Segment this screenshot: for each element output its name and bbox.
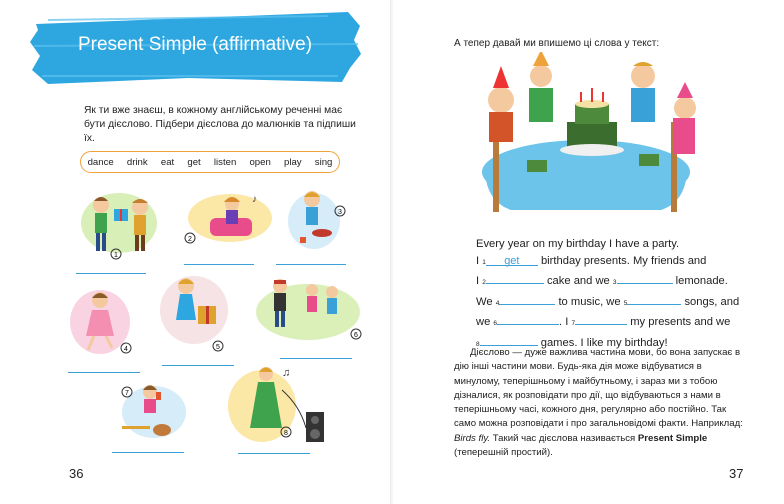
blank-7[interactable]: [575, 312, 627, 325]
text-line-4: We 4 to music, we 5 songs, and: [476, 292, 748, 313]
blank-6[interactable]: [497, 312, 559, 325]
word-sing: sing: [314, 156, 333, 168]
blank-4[interactable]: [499, 292, 555, 305]
blank-number-5: 5: [623, 299, 628, 307]
answer-line-6[interactable]: [280, 358, 352, 359]
svg-text:♫: ♫: [282, 367, 291, 379]
picture-dance: [66, 286, 138, 358]
answer-line-4[interactable]: [68, 372, 140, 373]
word-get: get: [187, 156, 201, 168]
text-line-2: I 1 get birthday presents. My friends and: [476, 254, 707, 267]
left-page: [0, 0, 391, 504]
picture-number-7: 7: [125, 390, 129, 397]
picture-listen-music: [182, 188, 274, 250]
word-open: open: [249, 156, 271, 168]
blank-number-8: 8: [476, 340, 480, 348]
picture-number-5: 5: [216, 344, 220, 351]
blank-number-1: 1: [482, 258, 486, 266]
right-page: [393, 0, 784, 504]
picture-open-present: [156, 270, 234, 358]
word-play: play: [283, 156, 302, 168]
word-bank: [80, 151, 340, 173]
instructions-text: Як ти вже знаєш, в кожному англійському реченні має бути дієслово. Підбери дієслова до малюнків та підпиши їх.: [84, 105, 356, 144]
picture-number-2: 2: [188, 236, 192, 243]
blank-3[interactable]: [617, 271, 673, 284]
text-line-5: we 6 . I 7 my presents and we: [476, 312, 748, 333]
picture-number-1: 1: [114, 252, 118, 259]
example-sentence: Birds fly.: [454, 432, 491, 444]
word-eat: eat: [160, 156, 175, 168]
answer-line-8[interactable]: [238, 453, 310, 454]
answer-line-1[interactable]: [76, 273, 146, 274]
blank-2[interactable]: [486, 271, 544, 284]
picture-get-present: [74, 183, 169, 263]
text-line-3: I 2 cake and we 3 lemonade.: [476, 271, 748, 292]
fill-in-text: [476, 236, 748, 353]
picture-number-4: 4: [124, 346, 128, 353]
blank-number-7: 7: [571, 320, 576, 327]
picture-eat: [284, 185, 352, 253]
grammar-explanation: Дієслово — дуже важлива частина мови, бо вона запускає в дію інші частини мови. Будь-яка дія може відбуватися в минулому, теперішньому і майбутньому, і зараз ми з тобою дізналися, як розповідати про дії, що відбуваються з нами в теперішньому часі, кожного дня, регулярно або постійно. Так само можна розповідати і про загальновідомі факти. Наприклад: Birds fly. Такий час дієслова називається Present Simple (теперешній простий).: [454, 347, 743, 459]
page-number-left: 36: [69, 466, 84, 481]
text-line-1: Every year on my birthday I have a party.: [476, 238, 680, 250]
blank-number-2: 2: [482, 279, 486, 286]
answer-line-2[interactable]: [184, 264, 254, 265]
picture-play-games: [252, 272, 364, 344]
picture-number-6: 6: [354, 332, 358, 339]
svg-text:♪: ♪: [252, 194, 257, 205]
page-number-right: 37: [729, 466, 744, 481]
blank-1[interactable]: get: [486, 253, 538, 266]
word-listen: listen: [213, 156, 237, 168]
blank-5[interactable]: [627, 292, 681, 305]
text-line-6: 8 games. I like my birthday!: [476, 333, 748, 354]
answer-line-3[interactable]: [276, 264, 346, 265]
answer-line-7[interactable]: [112, 452, 184, 453]
blank-number-4: 4: [495, 299, 500, 307]
blank-number-6: 6: [493, 320, 498, 327]
picture-number-3: 3: [338, 209, 342, 216]
page-title: Present Simple (affirmative): [77, 34, 313, 55]
right-intro-text: А тепер давай ми впишемо ці слова у текст:: [454, 38, 660, 49]
birthday-party-illustration: [471, 52, 701, 228]
blank-number-3: 3: [612, 279, 617, 286]
picture-drink: [116, 378, 190, 442]
word-drink: drink: [126, 156, 148, 168]
picture-number-8: 8: [284, 430, 288, 437]
picture-sing: [220, 362, 330, 446]
blank-8[interactable]: [480, 333, 538, 346]
grammar-term: Present Simple: [637, 432, 708, 444]
word-dance: dance: [87, 156, 114, 168]
